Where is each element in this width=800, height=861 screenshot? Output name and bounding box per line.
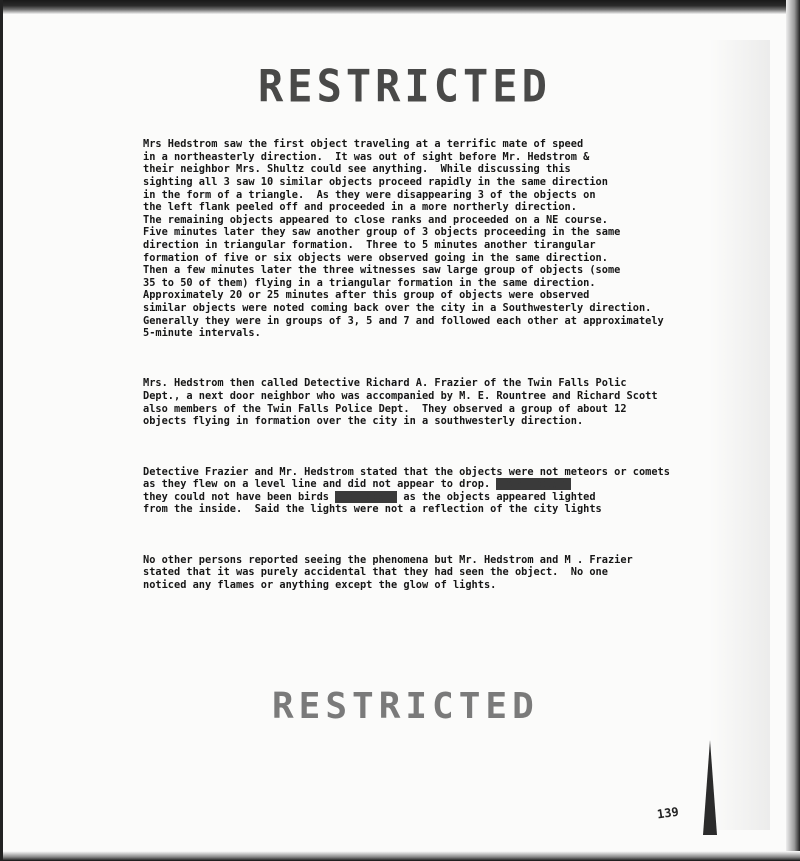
scan-edge-left (0, 0, 3, 861)
paragraph-3 (143, 466, 703, 516)
text-line (143, 491, 703, 504)
text-line: 35 to 50 of them) flying in a triangular formation in the same direction. (143, 276, 596, 289)
text-line: also members of the Twin Falls Police Dept. They observed a group of about 12 (143, 402, 627, 415)
text-line: Then a few minutes later the three witnesses saw large group of objects (some (143, 264, 621, 277)
paragraph-4 (143, 554, 703, 592)
text-line: similar objects were noted coming back over the city in a Southwesterly direction. (143, 301, 652, 314)
text-line: direction in triangular formation. Three to 5 minutes another tirangular (143, 238, 596, 251)
scan-shadow (710, 40, 770, 830)
text-line: objects flying in formation over the city in a southwesterly direction. (143, 415, 584, 428)
scan-edge-bottom (0, 851, 800, 861)
text-line: The remaining objects appeared to close ranks and proceeded on a NE course. (143, 213, 608, 226)
text-line: stated that it was purely accidental that they had seen the object. No one (143, 566, 608, 579)
text-line: sighting all 3 saw 10 similar objects proceed rapidly in the same direction (143, 175, 608, 188)
text-line: Mrs Hedstrom saw the first object traveling at a terrific mate of speed (143, 138, 584, 151)
text-line: formation of five or six objects were observed going in the same direction. (143, 251, 608, 264)
text-line: Detective Frazier and Mr. Hedstrom stated that the objects were not meteors or comets (143, 465, 670, 478)
paragraph-1 (143, 138, 703, 340)
text-segment: as the objects appeared lighted (397, 490, 596, 503)
text-line: their neighbor Mrs. Shultz could see anything. While discussing this (143, 163, 571, 176)
redaction-mark: They thought (496, 478, 571, 491)
redaction-mark: andinsight (335, 490, 398, 503)
restricted-stamp-bottom: RESTRICTED (272, 686, 539, 727)
text-line (143, 478, 703, 491)
paragraph-2 (143, 377, 703, 427)
text-line: in a northeasterly direction. It was out of sight before Mr. Hedstrom & (143, 150, 590, 163)
text-segment: as they flew on a level line and did not appear to drop. (143, 478, 491, 491)
text-line: Five minutes later they saw another group of 3 objects proceeding in the same (143, 226, 621, 239)
text-line: Generally they were in groups of 3, 5 and 7 and followed each other at approximately (143, 314, 664, 327)
text-line: 5-minute intervals. (143, 327, 261, 340)
scan-edge-right (786, 0, 800, 861)
restricted-stamp-top: RESTRICTED (258, 60, 551, 113)
page-number: 139 (656, 804, 680, 822)
text-line: No other persons reported seeing the phenomena but Mr. Hedstrom and M . Frazier (143, 553, 633, 566)
text-line: Approximately 20 or 25 minutes after this group of objects were observed (143, 289, 590, 302)
text-line: Mrs. Hedstrom then called Detective Richard A. Frazier of the Twin Falls Polic (143, 377, 627, 390)
text-line: in the form of a triangle. As they were disappearing 3 of the objects on (143, 188, 596, 201)
text-segment: they could not have been birds (143, 490, 329, 503)
text-line: the left flank peeled off and proceeded in a more northerly direction. (143, 201, 577, 214)
scan-artifact (703, 740, 717, 835)
text-line: Dept., a next door neighbor who was accompanied by M. E. Rountree and Richard Scott (143, 390, 658, 403)
scan-edge-top (0, 0, 800, 14)
text-line: from the inside. Said the lights were not a reflection of the city lights (143, 503, 602, 516)
document-body (143, 113, 703, 629)
text-line: noticed any flames or anything except the glow of lights. (143, 578, 497, 591)
